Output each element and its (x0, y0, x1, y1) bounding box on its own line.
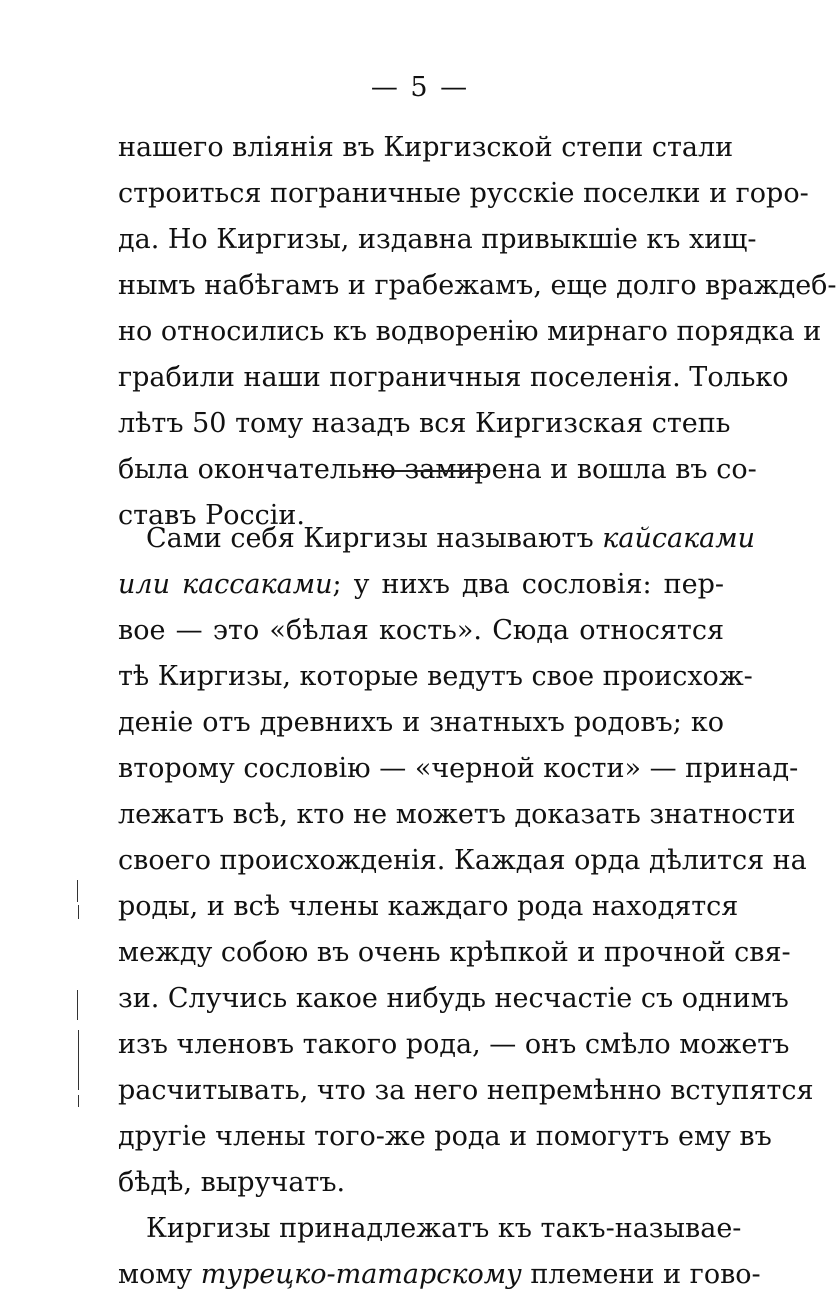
text-line: бѣдѣ, выручатъ. (118, 1167, 346, 1198)
text-line: изъ членовъ такого рода, — онъ смѣло можетъ (118, 1029, 790, 1060)
text-line: нашего влiянiя въ Киргизской степи стали (118, 132, 734, 163)
italic-term: турецко-татарскому (200, 1259, 522, 1290)
text-span: мому (118, 1259, 201, 1290)
text-line: лѣтъ 50 тому назадъ вся Киргизская степь (118, 408, 731, 439)
text-line: второму сословiю — «черной кости» — принад- (118, 753, 799, 784)
margin-mark (78, 905, 79, 919)
margin-mark (77, 990, 78, 1020)
text-line: грабили наши пограничныя поселенiя. Только (118, 362, 789, 393)
page-number: — 5 — (370, 72, 470, 103)
text-span: племени и гово- (521, 1259, 761, 1290)
section-divider (363, 470, 483, 472)
text-line: зи. Случись какое нибудь несчастiе съ однимъ (118, 983, 789, 1014)
text-line: Киргизы принадлежатъ къ такъ-называе- (146, 1213, 742, 1244)
text-line: да. Но Киргизы, издавна привыкшiе къ хищ- (118, 224, 757, 255)
margin-mark (78, 1030, 79, 1090)
text-line: другiе члены того-же рода и помогутъ ему въ (118, 1121, 772, 1152)
text-line: нымъ набѣгамъ и грабежамъ, еще долго враждеб- (118, 270, 837, 301)
text-line: вое — это «бѣлая кость». Сюда относятся (118, 615, 724, 646)
text-span: ; у нихъ два сословiя: пер- (332, 569, 725, 600)
italic-term: кайсаками (602, 523, 756, 554)
text-line: но относились къ водворенiю мирнаго порядка и (118, 316, 822, 347)
text-line: была окончательно замирена и вошла въ со- (118, 454, 757, 485)
text-span: Сами себя Киргизы называютъ (146, 523, 603, 554)
margin-mark (78, 1095, 79, 1107)
paragraph-2 (118, 516, 814, 1298)
text-line: расчитывать, что за него непремѣнно вступятся (118, 1075, 814, 1106)
text-line: своего происхожденiя. Каждая орда дѣлится на (118, 845, 807, 876)
text-line (118, 562, 724, 608)
text-line (118, 1252, 761, 1298)
text-line: тѣ Киргизы, которые ведутъ свое происхож- (118, 661, 753, 692)
italic-term: или кассаками (118, 569, 333, 600)
text-line: строиться пограничные русскiе поселки и горо- (118, 178, 809, 209)
text-line: роды, и всѣ члены каждаго рода находятся (118, 891, 739, 922)
text-line: лежатъ всѣ, кто не можетъ доказать знатности (118, 799, 796, 830)
text-line (118, 516, 756, 562)
margin-mark (77, 880, 78, 902)
text-line: ставъ Россiи. (118, 500, 305, 531)
text-line: между собою въ очень крѣпкой и прочной свя- (118, 937, 791, 968)
text-line: денiе отъ древнихъ и знатныхъ родовъ; ко (118, 707, 724, 738)
